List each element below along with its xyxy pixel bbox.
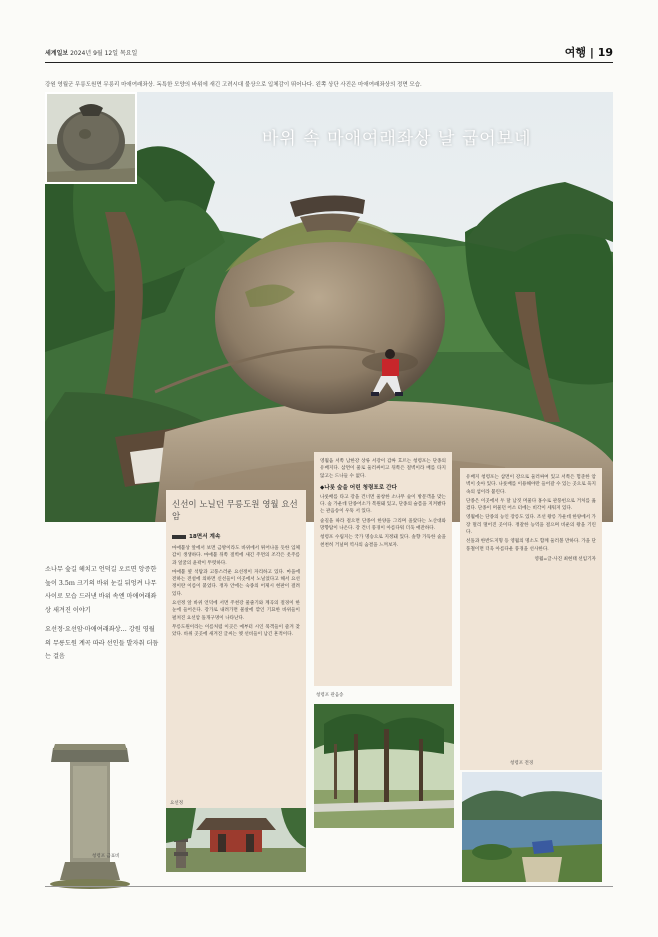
headline: 바위 속 마애여래좌상 날 굽어보네 [262, 129, 532, 149]
body-paragraph: 단종은 이곳에서 두 달 남짓 머물다 홍수로 관풍헌으로 거처를 옮겼다. 단종이 머물던 어소 터에는 비각이 세워져 있다. [466, 498, 596, 512]
paper-name: 세계일보 [45, 50, 69, 57]
bottom-rule [45, 886, 613, 887]
river-view-photo [462, 772, 602, 882]
photo-caption-1: 요선정 [170, 801, 184, 806]
section-title [172, 532, 300, 540]
article-column-2 [314, 452, 452, 686]
pavilion-photo [166, 808, 306, 872]
body-paragraph: 요선정 앞 바위 언덕에 서면 주천강 물줄기와 계곡의 절경이 한눈에 들어온다. 강가로 내려가면 물살에 깎인 기묘한 바위들이 펼쳐진 요선암 돌개구멍이 나타난다. [172, 601, 300, 621]
section-title: ◆나룻 숲을 어린 청령포로 간다 [320, 484, 397, 491]
section-name: 여행 [564, 46, 586, 59]
body-paragraph: 숲길을 따라 걸으면 단종이 한양을 그리며 올랐다는 노산대와 망향탑이 나온다. 강 건너 풍경이 아름다워 더욱 애잔하다. [320, 518, 446, 532]
stone-marker-caption: 청령포 금표비 [92, 854, 120, 859]
subtitle: 신선이 노닐던 무릉도원 영월 요선암 [172, 500, 298, 522]
body-paragraph: 유배지 청령포는 삼면이 강으로 둘러싸여 있고 서쪽은 험준한 암벽이 솟아 있다. 나룻배를 이용해야만 들어갈 수 있는 곳으로 육지 속의 섬이라 불린다. [466, 475, 596, 495]
body-paragraph: 청령포 수림지는 국가 명승으로 지정돼 있다. 솔향 가득한 숲을 천천히 거닐며 역사의 숨결을 느껴보자. [320, 535, 446, 548]
body-paragraph: 마애불상 앞에서 보면 금방이라도 바위에서 튀어나올 듯한 입체감이 생생하다. 마애불 뒤쪽 절벽에 새긴 주면의 조각은 옷주름과 얼굴의 윤곽이 뚜렷하다. [172, 546, 300, 566]
issue-date: 2024년 9월 12일 목요일 [70, 50, 138, 57]
article-column-3 [460, 468, 602, 770]
section-page: 여행 | 19 [564, 46, 613, 59]
photo-caption-2: 청령포 관음송 [316, 693, 344, 698]
body-paragraph: 나룻배를 타고 강을 건너면 울창한 소나무 숲이 방문객을 맞는다. 숲 가운데 단종어소가 복원돼 있고, 단종의 슬픔을 지켜봤다는 관음송이 우뚝 서 있다. [320, 494, 446, 515]
page-number: 19 [597, 46, 613, 59]
header-rule [45, 62, 613, 63]
top-photo-caption: 강원 영월군 무릉도원면 무릉리 마애여래좌상. 독특한 모양의 바위에 새긴 고려시대 불상으로 입체감이 뛰어나다. 왼쪽 상단 사진은 마애여래좌상의 정면 모습. [45, 82, 422, 88]
article-column-1 [166, 490, 306, 812]
photo-caption-3: 청령포 전경 [510, 761, 534, 766]
newspaper-header [45, 48, 137, 57]
body-paragraph: 선돌과 한반도지형 등 영월의 명소도 함께 둘러볼 만하다. 가을 단풍철이면 더욱 아름다운 풍경을 선사한다. [466, 539, 596, 552]
pine-forest-photo [314, 704, 454, 828]
body-paragraph: 마애불 옆 석탑과 고풍스러운 요선정이 자리하고 있다. 마을에 전하는 전설에 의하면 신선들이 이곳에서 노닐었다고 해서 요선정이란 이름이 붙었다. 정자 안에는 숙종의 어제시 현판이 걸려 있다. [172, 569, 300, 597]
body-paragraph: 영월에는 단종의 능인 장릉도 있다. 조선 왕릉 가운데 한양에서 가장 멀리 떨어진 곳이다. 정갈한 능역을 걸으며 비운의 왕을 기린다. [466, 515, 596, 536]
section-title-text: 18면서 계속 [189, 534, 221, 540]
intro-paragraph: 요선정·요선암·마애여래좌상… 강원 영월의 무릉도원 계곡 따라 선인들 발자취 더듬는 걸음 [45, 626, 159, 660]
section-marker [172, 535, 186, 539]
stone-marker-photo [45, 740, 135, 890]
byline: 영월=글·사진 최현태 선임기자 [534, 556, 596, 562]
body-paragraph: 무릉도원이라는 이름처럼 이곳은 예부터 시인 묵객들이 즐겨 찾았다. 바위 곳곳에 새겨진 글씨는 옛 선비들이 남긴 흔적이다. [172, 624, 300, 638]
body-paragraph: 영월읍 서쪽 남한강 상류 서강이 감싸 흐르는 청령포는 단종의 유배지다. 삼면이 물로 둘러싸이고 뒤쪽은 절벽이라 배를 타지 않고는 드나들 수 없다. [320, 459, 446, 479]
buddha-front-inset [45, 92, 137, 184]
intro-paragraph: 소나무 숲길 헤치고 언덕길 오르면 앙증한 높이 3.5ｍ 크기의 바위 눈길 뒤엉켜 나무 사이로 모습 드러낸 바위 속엔 마애여래좌상 새겨진 이야기 [45, 566, 157, 614]
intro-text [45, 563, 160, 670]
